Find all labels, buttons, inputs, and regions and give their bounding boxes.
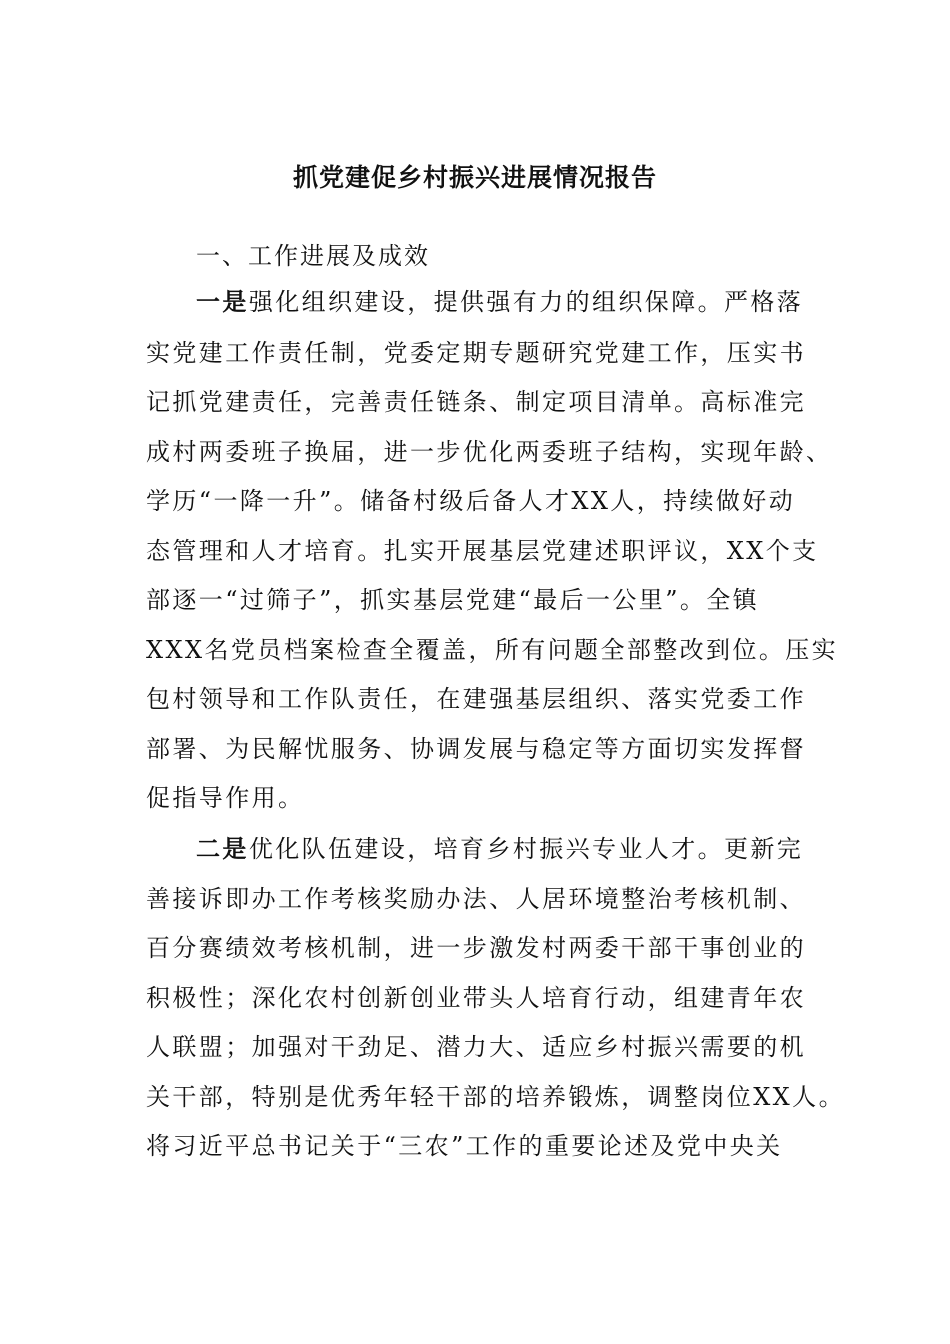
paragraph-1-line: 部逐一“过筛子”，抓实基层党建“最后一公里”。全镇 bbox=[146, 586, 760, 614]
paragraph-2-lead: 二是 bbox=[196, 834, 249, 863]
section-heading: 一、工作进展及成效 bbox=[196, 242, 430, 270]
paragraph-2-line: 将习近平总书记关于“三农”工作的重要论述及党中央关 bbox=[146, 1132, 783, 1160]
paragraph-1-line: 包村领导和工作队责任，在建强基层组织、落实党委工作 bbox=[146, 685, 806, 713]
paragraph-1-line: 学历“一降一升”。储备村级后备人才XX人，持续做好动 bbox=[146, 487, 796, 515]
paragraph-2-line bbox=[196, 833, 803, 865]
paragraph-1-line bbox=[196, 286, 803, 318]
paragraph-1-line: 促指导作用。 bbox=[146, 784, 305, 812]
paragraph-2-line: 善接诉即办工作考核奖励办法、人居环境整治考核机制、 bbox=[146, 885, 806, 913]
paragraph-2-line: 积极性；深化农村创新创业带头人培育行动，组建青年农 bbox=[146, 984, 806, 1012]
paragraph-2-line: 百分赛绩效考核机制，进一步激发村两委干部干事创业的 bbox=[146, 934, 806, 962]
paragraph-1-line: 部署、为民解忧服务、协调发展与稳定等方面切实发挥督 bbox=[146, 735, 806, 763]
document-title: 抓党建促乡村振兴进展情况报告 bbox=[292, 163, 657, 192]
paragraph-2-line: 人联盟；加强对干劲足、潜力大、适应乡村振兴需要的机 bbox=[146, 1033, 806, 1061]
paragraph-1-line: XXX名党员档案检查全覆盖，所有问题全部整改到位。压实 bbox=[146, 636, 839, 664]
paragraph-1-line: 实党建工作责任制，党委定期专题研究党建工作，压实书 bbox=[146, 339, 806, 367]
paragraph-1-text: 强化组织建设，提供强有力的组织保障。严格落 bbox=[248, 288, 804, 316]
paragraph-1-line: 态管理和人才培育。扎实开展基层党建述职评议，XX个支 bbox=[146, 537, 819, 565]
paragraph-2-line: 关干部，特别是优秀年轻干部的培养锻炼，调整岗位XX人。 bbox=[146, 1083, 845, 1111]
paragraph-1-line: 记抓党建责任，完善责任链条、制定项目清单。高标准完 bbox=[146, 388, 806, 416]
paragraph-2-text: 优化队伍建设，培育乡村振兴专业人才。更新完 bbox=[248, 835, 804, 863]
paragraph-1-line: 成村两委班子换届，进一步优化两委班子结构，实现年龄、 bbox=[146, 438, 833, 466]
paragraph-1-lead: 一是 bbox=[196, 287, 249, 316]
